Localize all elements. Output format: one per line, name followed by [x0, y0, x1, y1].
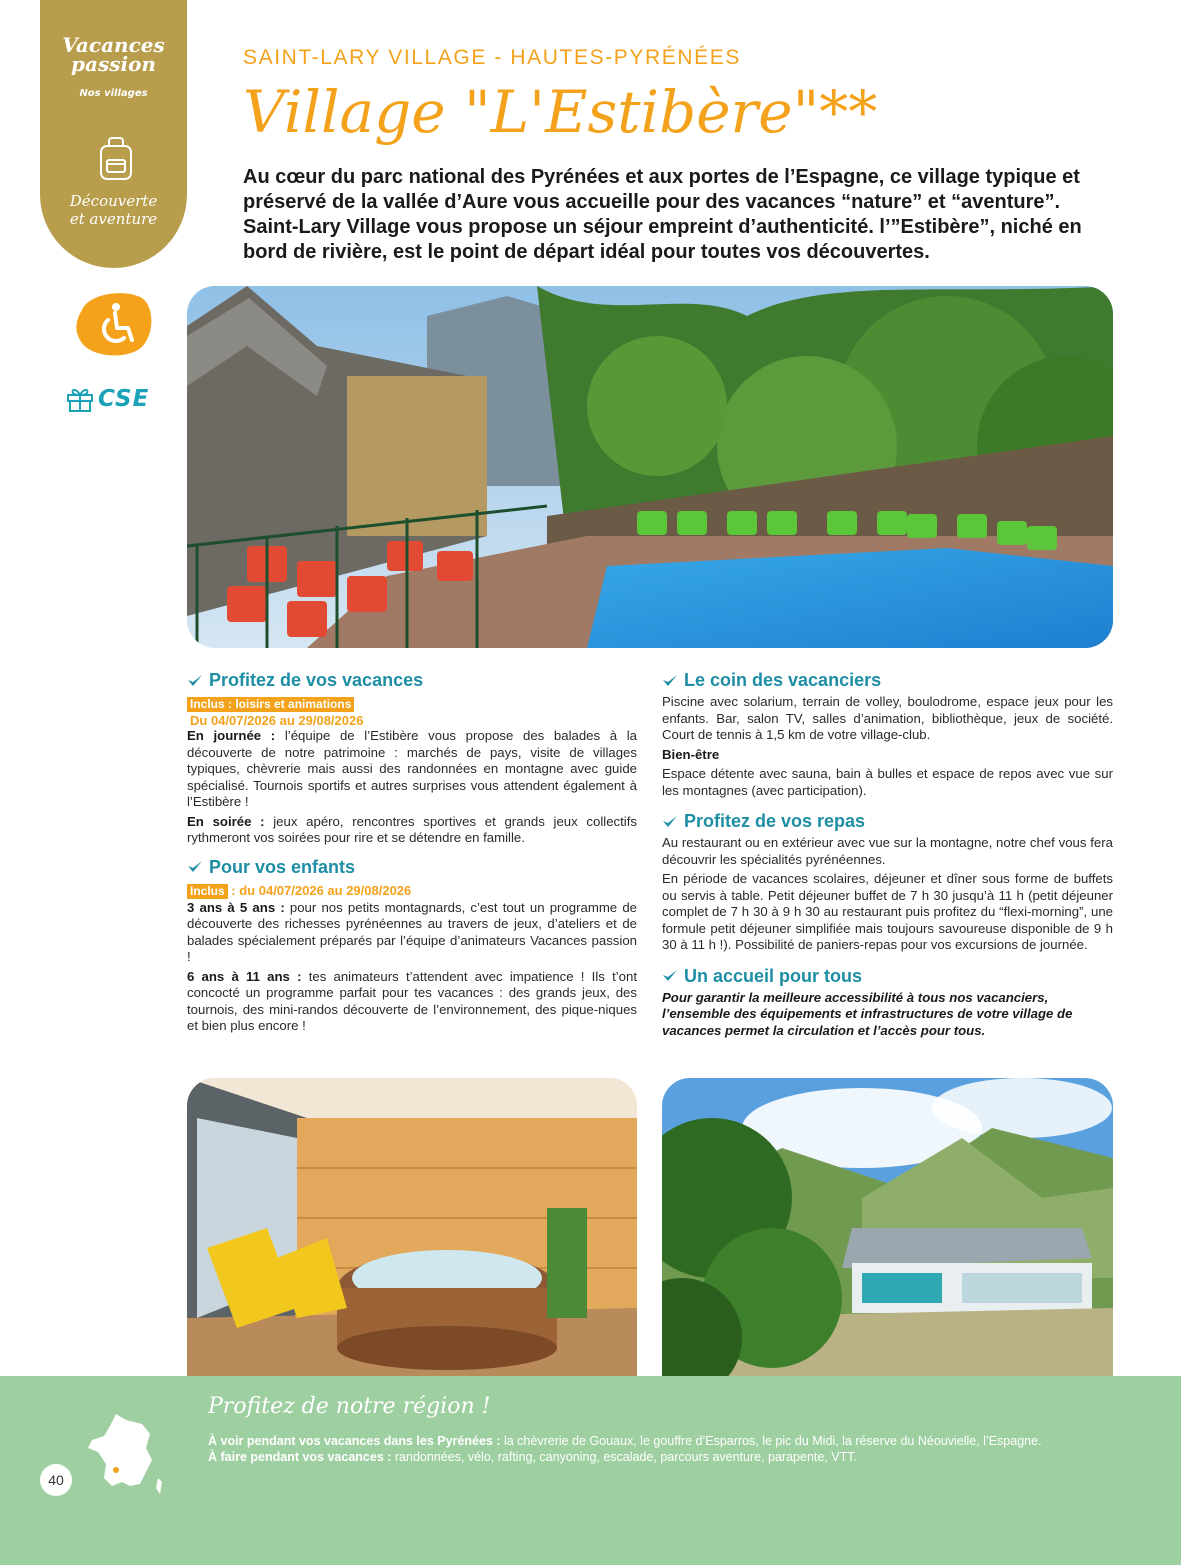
page-title: Village "L'Estibère"** — [243, 78, 878, 146]
check-icon — [662, 969, 678, 983]
region-band — [0, 1376, 1181, 1565]
cse-label — [66, 386, 149, 412]
accueil-text: Pour garantir la meilleure accessibilité à tous nos vacanciers, l’ensemble des équipements et infrastructures de votre village de vacances permet la circulation et l’accès pour tous. — [662, 989, 1073, 1038]
brand-logo — [40, 33, 187, 76]
age-6-11-text: tes animateurs t’attendent avec impatience ! Ils t’ont concocté un programme parfait pour tes vacances : des grands jeux, des tournois, des mini-randos découverte de l’environnement, des pique-niques et bien plus encore ! — [187, 968, 637, 1033]
brand-name-line2: passion — [71, 52, 156, 76]
included-badge: Inclus : loisirs et animations — [187, 697, 354, 712]
repas-text-2: En période de vacances scolaires, déjeuner et dîner sous forme de buffets ou servis à table. Petit déjeuner buffet de 7 h 30 jusqu’à 11 h (petit déjeuner complet de 7 h 30 à 9 h 30 au restaurant puis profitez du “flexi-morning”, une formule petit déjeuner simplifiée mais toujours savoureuse disponible de 9 h 30 à 11 h !). Possibilité de paniers-repas pour vos excursions de journée. — [662, 871, 1113, 952]
spa-photo — [187, 1078, 637, 1388]
included-badge: Inclus — [187, 884, 228, 899]
check-icon — [187, 860, 203, 874]
region-do-line — [208, 1450, 857, 1464]
evening-label: En soirée : — [187, 813, 265, 829]
section-vacances-title — [187, 670, 637, 691]
region-do-label: À faire pendant vos vacances : — [208, 1450, 392, 1464]
check-icon — [662, 674, 678, 688]
pool-photo — [187, 286, 1113, 648]
gift-icon — [66, 386, 94, 412]
wellness-text: Espace détente avec sauna, bain à bulles et espace de repos avec vue sur les montagnes (avec participation). — [662, 766, 1113, 798]
building-photo — [662, 1078, 1113, 1388]
cse-text: CSE — [98, 386, 150, 412]
section-repas-label: Profitez de vos repas — [684, 811, 866, 831]
right-column — [662, 670, 1113, 1039]
age-3-5-text: pour nos petits montagnards, c’est tout un programme de découverte des richesses pyrénéennes au travers de jeux, d’ateliers et de balades spécialement préparés par l’équipe d’animateurs Vacances passion ! — [187, 899, 637, 964]
vacances-day-text — [187, 728, 637, 811]
intro-paragraph: Au cœur du parc national des Pyrénées et aux portes de l’Espagne, ce village typique et préservé de la vallée d’Aure vous accueille pour des vacances “nature” et “aventure”. Saint-Lary Village vous propose un séjour empreint d’authenticité. l’”Estibère”, niché en bord de rivière, est le point de départ idéal pour toutes vos découvertes. — [243, 166, 1082, 263]
region-see-line — [208, 1434, 1042, 1448]
section-repas-title — [662, 811, 1113, 832]
enfants-6-11-text — [187, 969, 637, 1035]
repas-text-1: Au restaurant ou en extérieur avec vue sur la montagne, notre chef vous fera découvrir les spécialités pyrénéennes. — [662, 835, 1113, 867]
brand-tab — [40, 0, 187, 268]
enfants-dates: : du 04/07/2026 au 29/08/2026 — [227, 882, 412, 898]
region-do-text: randonnées, vélo, rafting, canyoning, escalade, parcours aventure, parapente, VTT. — [391, 1450, 857, 1464]
section-enfants-title — [187, 857, 637, 878]
section-accueil-title — [662, 966, 1113, 987]
age-6-11-label: 6 ans à 11 ans : — [187, 968, 302, 984]
theme-tag-line2: et aventure — [69, 210, 158, 228]
section-coin-title — [662, 670, 1113, 691]
vacances-dates: Du 04/07/2026 au 29/08/2026 — [190, 713, 364, 728]
left-column — [187, 670, 637, 1038]
check-icon — [662, 815, 678, 829]
brand-subtitle: Nos villages — [79, 88, 148, 99]
section-accueil-label: Un accueil pour tous — [684, 965, 863, 986]
section-enfants-label: Pour vos enfants — [209, 856, 356, 877]
region-see-label: À voir pendant vos vacances dans les Pyrénées : — [208, 1434, 501, 1448]
evening-text: jeux apéro, rencontres sportives et grands jeux collectifs rythmeront vos soirées pour rire et se détendre en famille. — [187, 813, 637, 845]
brand-name-line1: Vacances — [62, 33, 165, 57]
check-icon — [187, 674, 203, 688]
location-heading: SAINT-LARY VILLAGE - HAUTES-PYRÉNÉES — [243, 46, 741, 69]
coin-text: Piscine avec solarium, terrain de volley, boulodrome, espace jeux pour les enfants. Bar, salon TV, salles d’animation, bibliothèque, jeux de société. Court de tennis à 1,5 km de votre village-club. — [662, 694, 1113, 742]
page-number: 40 — [40, 1464, 72, 1496]
region-title: Profitez de notre région ! — [208, 1394, 491, 1419]
wheelchair-icon — [74, 290, 154, 358]
theme-tag-line1: Découverte — [69, 192, 158, 210]
backpack-icon — [97, 136, 135, 182]
theme-tag — [40, 192, 187, 228]
region-see-text: la chèvrerie de Gouaux, le gouffre d’Esparros, le pic du Midi, la réserve du Néouvielle, l’Espagne. — [500, 1434, 1042, 1448]
wellness-subhead: Bien-être — [662, 746, 720, 762]
section-coin-label: Le coin des vacanciers — [684, 670, 882, 690]
age-3-5-label: 3 ans à 5 ans : — [187, 899, 285, 915]
france-map-icon — [86, 1412, 166, 1498]
vacances-evening-text — [187, 814, 637, 847]
day-label: En journée : — [187, 728, 276, 743]
section-vacances-label: Profitez de vos vacances — [209, 670, 424, 690]
enfants-3-5-text — [187, 900, 637, 966]
day-text: l’équipe de l’Estibère vous propose des balades à la découverte de notre patrimoine : marchés de pays, visite de villages typiques, chèvrerie mais aussi des randonnées en montagne avec guide spécialisé. Tournois sportifs et autres surprises vous attendent également à l’Estibère ! — [187, 728, 637, 809]
